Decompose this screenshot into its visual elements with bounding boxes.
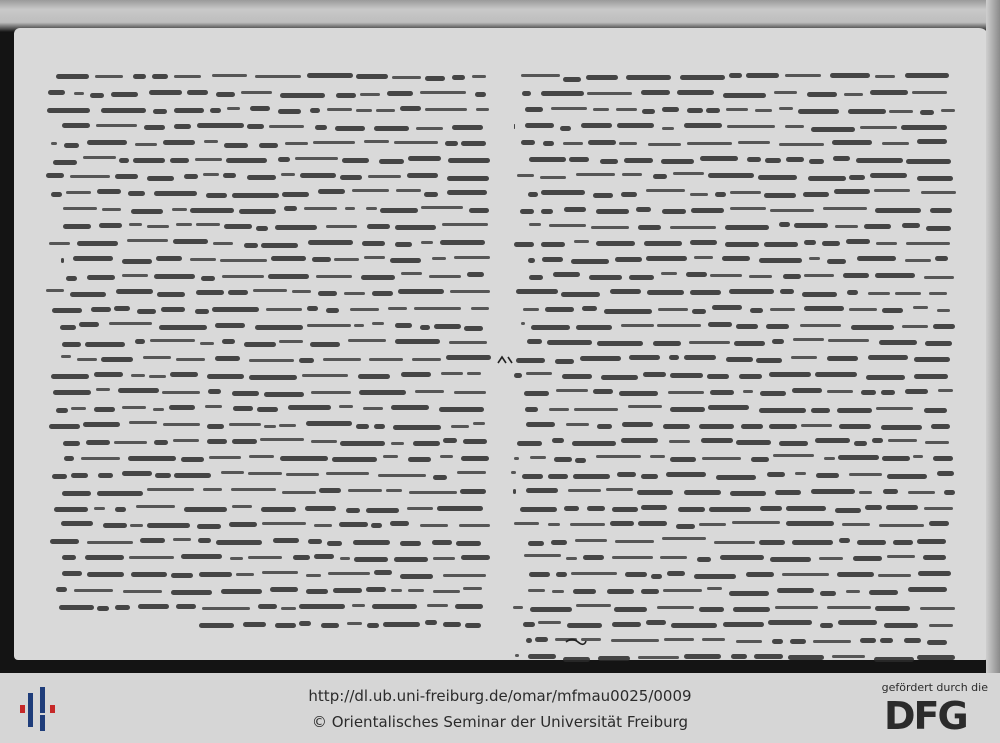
manuscript-line [505,418,960,431]
manuscript-line [505,534,960,547]
manuscript-line [40,451,495,464]
manuscript-line [40,335,495,348]
manuscript-line [40,418,495,431]
manuscript-line [505,319,960,332]
manuscript-line [40,70,495,83]
manuscript-line [40,518,495,531]
manuscript-line [505,153,960,166]
manuscript-line [40,484,495,497]
manuscript-line [505,368,960,381]
manuscript-line [505,468,960,481]
manuscript-line [505,551,960,564]
dfg-logo-text: DFG [884,695,967,735]
manuscript-line [505,186,960,199]
viewer-footer [0,673,1000,743]
manuscript-line [505,252,960,265]
catchword-icon [564,636,588,646]
manuscript-line [505,236,960,249]
manuscript-line [40,352,495,365]
manuscript-line [40,120,495,133]
manuscript-line [40,368,495,381]
manuscript-line [505,219,960,232]
document-url[interactable]: http://dl.ub.uni-freiburg.de/omar/mfmau0025/0009 [308,687,692,705]
manuscript-line [505,567,960,580]
manuscript-line [40,103,495,116]
copyright-notice: © Orientalisches Seminar der Universität Freiburg [311,713,689,731]
manuscript-line [40,269,495,282]
manuscript-line [505,302,960,315]
manuscript-line [40,584,495,597]
manuscript-line [40,169,495,182]
manuscript-line [40,501,495,514]
manuscript-line [40,435,495,448]
manuscript-column-right [505,70,960,667]
manuscript-line [505,601,960,614]
manuscript-line [505,286,960,299]
manuscript-line [505,269,960,282]
manuscript-line [40,203,495,216]
manuscript-line [505,402,960,415]
manuscript-line [40,286,495,299]
manuscript-line [40,252,495,265]
manuscript-line [40,236,495,249]
university-library-logo-icon [10,683,64,735]
manuscript-line [505,484,960,497]
manuscript-line [505,87,960,100]
manuscript-line [505,650,960,663]
manuscript-line [505,335,960,348]
manuscript-line [505,385,960,398]
margin-mark-icon [496,355,516,365]
manuscript-line [40,219,495,232]
manuscript-line [40,87,495,100]
manuscript-line [505,435,960,448]
manuscript-line [40,402,495,415]
manuscript-line [505,120,960,133]
manuscript-line [40,186,495,199]
manuscript-line [40,153,495,166]
manuscript-line [40,567,495,580]
manuscript-line [505,169,960,182]
manuscript-line [40,319,495,332]
manuscript-line [40,302,495,315]
manuscript-line [505,584,960,597]
manuscript-line [505,518,960,531]
manuscript-line [40,551,495,564]
manuscript-line [505,451,960,464]
manuscript-line [505,70,960,83]
manuscript-line [505,352,960,365]
manuscript-line [40,468,495,481]
dfg-logo-icon [884,695,988,735]
funding-label: gefördert durch die [881,681,988,694]
manuscript-line [505,203,960,216]
manuscript-line [40,534,495,547]
manuscript-line [40,385,495,398]
manuscript-column-left [40,70,495,634]
manuscript-line [40,136,495,149]
manuscript-line [40,601,495,614]
manuscript-line [505,617,960,630]
manuscript-line [505,103,960,116]
manuscript-line [505,501,960,514]
page-edge-right [986,0,1000,673]
manuscript-line [505,136,960,149]
manuscript-line [40,617,495,630]
